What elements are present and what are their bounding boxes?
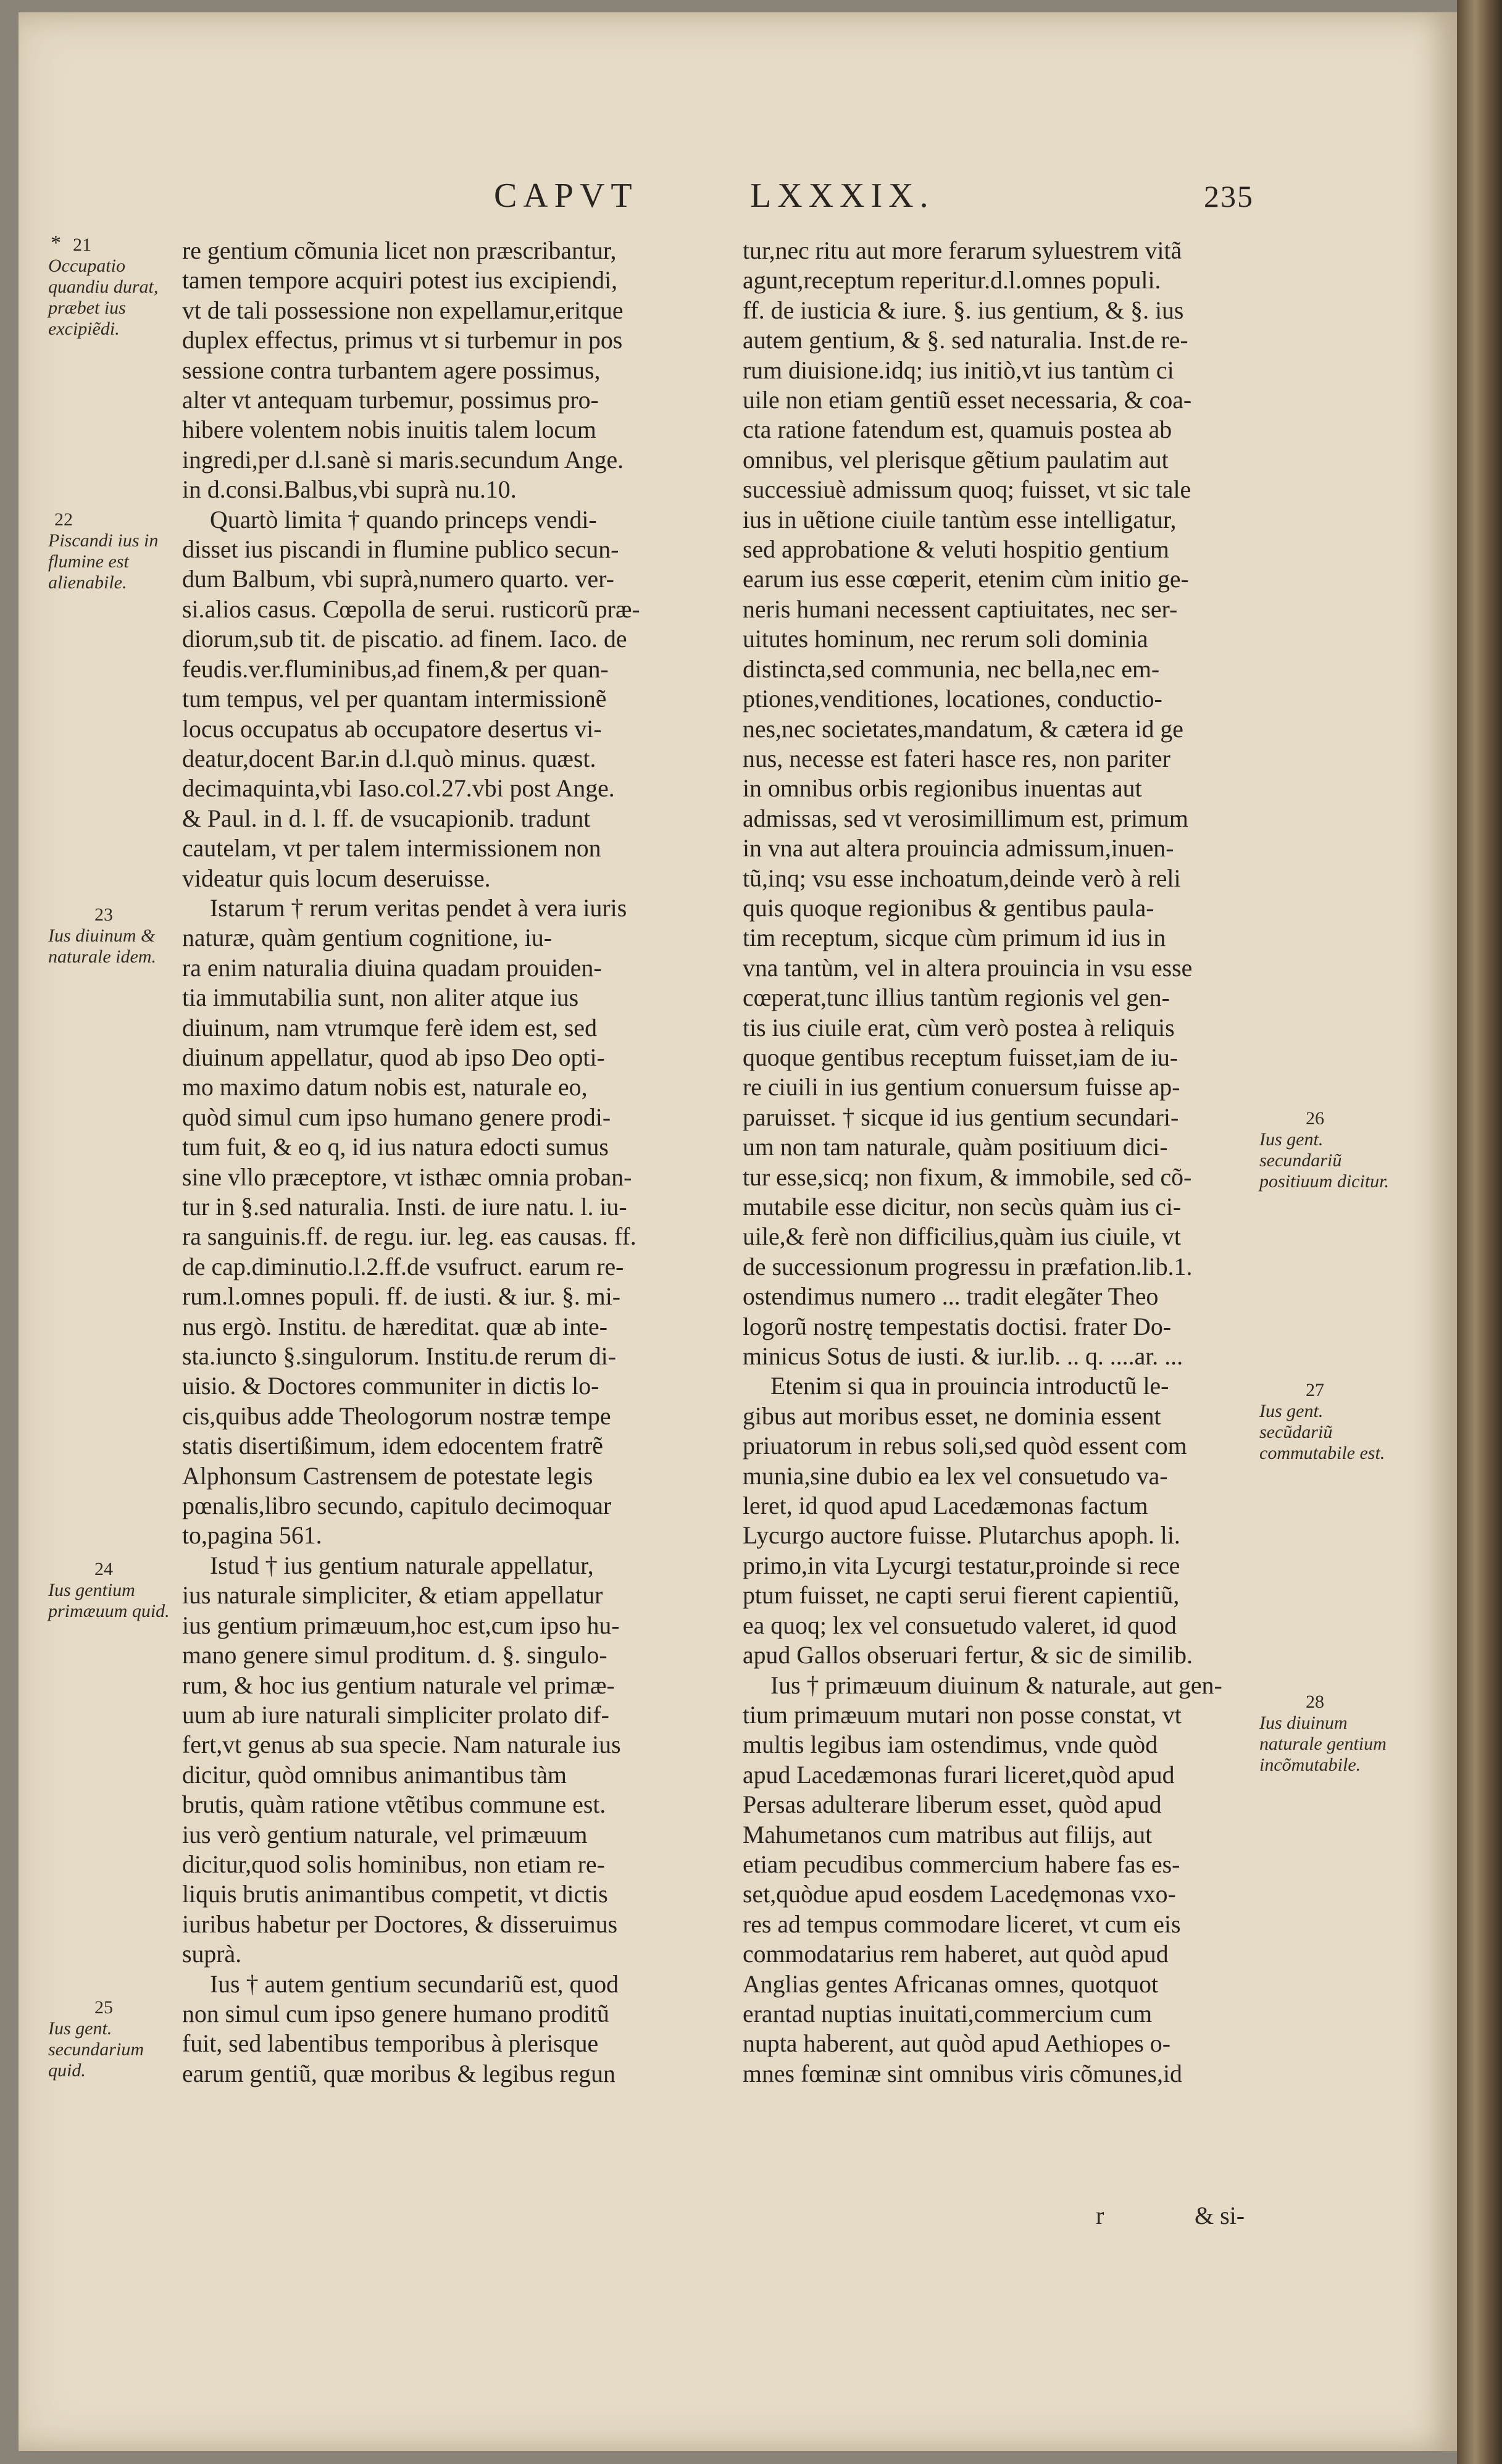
text-line: neris humani necessent captiuitates, nec ser-: [743, 595, 1178, 623]
text-line: sed approbatione & veluti hospitio gentium: [743, 536, 1169, 564]
book-page: [19, 12, 1457, 2451]
text-line: hibere volentem nobis inuitis talem locum: [182, 416, 596, 444]
margin-asterisk: *: [51, 232, 61, 254]
text-line: tur in §.sed naturalia. Insti. de iure natu. l. iu-: [182, 1193, 627, 1221]
text-line: priuatorum in rebus soli,sed quòd essent com: [743, 1432, 1187, 1460]
text-line: logorũ nostrę tempestatis doctisi. frater Do-: [743, 1313, 1172, 1340]
text-line: tium primæuum mutari non posse constat, vt: [743, 1701, 1182, 1729]
text-line: ingredi,per d.l.sanè si maris.secundum Ange.: [182, 446, 624, 474]
text-line: erantad nuptias inuitati,commercium cum: [743, 2000, 1153, 2028]
text-line: diorum,sub tit. de piscatio. ad finem. Iaco. de: [182, 625, 627, 653]
left-note-21: [48, 235, 172, 340]
text-line: in omnibus orbis regionibus inuentas aut: [743, 775, 1142, 803]
text-line: dicitur, quòd omnibus animantibus tàm: [182, 1761, 567, 1789]
note-text: Ius diuinum naturale gentium incõmutabile.: [1259, 1713, 1387, 1775]
text-line: set,quòdue apud eosdem Lacedęmonas vxo-: [743, 1881, 1176, 1908]
text-line: cta ratione fatendum est, quamuis postea ab: [743, 416, 1172, 444]
catchword: & si-: [1195, 2202, 1245, 2229]
text-line: nus, necesse est fateri hasce res, non pariter: [743, 745, 1170, 772]
text-line: videatur quis locum deseruisse.: [182, 864, 491, 892]
text-line: non simul cum ipso genere humano proditũ: [182, 2000, 609, 2028]
text-line: uum ab iure naturali simpliciter prolato dif-: [182, 1701, 609, 1729]
text-line: cœperat,tunc illius tantùm regionis vel gen-: [743, 984, 1170, 1012]
text-line: mano genere simul proditum. d. §. singulo-: [182, 1642, 607, 1669]
text-line: Persas adulterare liberum esset, quòd apud: [743, 1791, 1162, 1819]
text-line: liquis brutis animantibus competit, vt dictis: [182, 1881, 608, 1908]
text-line: in vna aut altera prouincia admissum,inuen-: [743, 835, 1174, 862]
text-line: fert,vt genus ab sua specie. Nam naturale ius: [182, 1731, 621, 1759]
text-line: ius verò gentium naturale, vel primæuum: [182, 1821, 588, 1848]
note-number: 21: [73, 235, 91, 255]
text-line: de cap.diminutio.l.2.ff.de vsufruct. earum re-: [182, 1253, 624, 1280]
note-number: 24: [94, 1559, 113, 1579]
text-line: dum Balbum, vbi suprà,numero quarto. ver-: [182, 566, 614, 593]
text-line: admissas, sed vt verosimillimum est, primum: [743, 804, 1188, 832]
text-line: Mahumetanos cum matribus aut filijs, aut: [743, 1821, 1153, 1848]
text-line: ff. de iusticia & iure. §. ius gentium, & §. ius: [743, 296, 1184, 324]
text-line: ostendimus numero ... tradit elegãter Theo: [743, 1283, 1159, 1311]
text-line: Lycurgo auctore fuisse. Plutarchus apoph. li.: [743, 1522, 1180, 1550]
text-line: diuinum appellatur, quod ab ipso Deo opti-: [182, 1043, 605, 1071]
text-line: paruisset. † sicque id ius gentium secundari-: [743, 1103, 1179, 1131]
text-line: uile,& ferè non difficilius,quàm ius ciuile, vt: [743, 1223, 1181, 1251]
running-header: [19, 176, 1457, 219]
text-line: omnibus, vel plerisque gẽtium paulatim aut: [743, 446, 1169, 474]
text-line: Istarum † rerum veritas pendet à vera iuris: [210, 894, 627, 922]
note-text: Ius gentium primæuum quid.: [48, 1580, 170, 1621]
text-line: uitutes hominum, nec rerum soli dominia: [743, 625, 1148, 653]
text-line: brutis, quàm ratione vtẽtibus commune est.: [182, 1791, 606, 1819]
text-line: dicitur,quod solis hominibus, non etiam re-: [182, 1850, 605, 1878]
text-line: quis quoque regionibus & gentibus paula-: [743, 894, 1154, 922]
text-line: uile non etiam gentiũ esset necessaria, & coa-: [743, 386, 1192, 414]
text-line: fuit, sed labentibus temporibus à plerisque: [182, 2030, 599, 2058]
note-text: Ius gent. secũdariũ commutabile est.: [1259, 1401, 1385, 1463]
text-line: tim receptum, sicque cùm primum id ius in: [743, 924, 1166, 952]
text-line: iuribus habetur per Doctores, & disseruimus: [182, 1910, 618, 1938]
text-line: mutabile esse dicitur, non secùs quàm ius ci-: [743, 1193, 1182, 1221]
book-spine: [1457, 0, 1502, 2464]
text-line: ptum fuisset, ne capti serui fierent capientiũ,: [743, 1582, 1180, 1610]
text-line: naturæ, quàm gentium cognitione, iu-: [182, 924, 553, 952]
text-line: uisio. & Doctores communiter in dictis lo-: [182, 1372, 599, 1400]
left-note-22: [48, 509, 172, 593]
page-number: 235: [1204, 179, 1254, 214]
text-line: re gentium cõmunia licet non præscribantur,: [182, 237, 617, 264]
text-line: vna tantùm, vel in altera prouincia in vsu esse: [743, 954, 1193, 982]
text-line: earum gentiũ, quæ moribus & legibus regun: [182, 2060, 615, 2087]
text-line: decimaquinta,vbi Iaso.col.27.vbi post Ange.: [182, 775, 615, 803]
text-line: ea quoq; lex vel consuetudo valeret, id quod: [743, 1611, 1177, 1639]
note-text: Piscandi ius in flumine est alienabile.: [48, 530, 159, 593]
note-number: 25: [94, 1997, 113, 2018]
note-text: Ius gent. secundariũ positiuum dicitur.: [1259, 1129, 1390, 1192]
text-line: rum.l.omnes populi. ff. de iusti. & iur. §. mi-: [182, 1283, 621, 1311]
note-number: 22: [54, 509, 73, 530]
text-line: cis,quibus adde Theologorum nostræ tempe: [182, 1402, 611, 1430]
text-line: munia,sine dubio ea lex vel consuetudo va-: [743, 1462, 1168, 1490]
text-line: um non tam naturale, quàm positiuum dici-: [743, 1134, 1168, 1161]
text-line: etiam pecudibus commercium habere fas es-: [743, 1850, 1180, 1878]
note-number: 26: [1306, 1108, 1324, 1129]
text-line: deatur,docent Bar.in d.l.quò minus. quæst.: [182, 745, 596, 772]
text-line: minicus Sotus de iusti. & iur.lib. .. q. ....ar. ...: [743, 1343, 1183, 1371]
text-line: diuinum, nam vtrumque ferè idem est, sed: [182, 1014, 597, 1042]
text-line: tis ius ciuile erat, cùm verò postea à reliquis: [743, 1014, 1175, 1042]
right-note-26: [1259, 1108, 1389, 1192]
text-line: leret, id quod apud Lacedæmonas factum: [743, 1492, 1148, 1520]
text-line: tur esse,sicq; non fixum, & immobile, sed cõ-: [743, 1163, 1192, 1191]
text-line: agunt,receptum reperitur.d.l.omnes populi.: [743, 267, 1161, 294]
text-line: alter vt antequam turbemur, possimus pro-: [182, 386, 599, 414]
text-line: rum diuisione.idq; ius initiò,vt ius tantùm ci: [743, 356, 1174, 384]
text-line: apud Lacedæmonas furari liceret,quòd apud: [743, 1761, 1175, 1789]
text-line: autem gentium, & §. sed naturalia. Inst.de re-: [743, 327, 1188, 354]
text-line: to,pagina 561.: [182, 1522, 322, 1550]
text-line: disset ius piscandi in flumine publico secun-: [182, 536, 619, 564]
text-line: ius gentium primæuum,hoc est,cum ipso hu-: [182, 1611, 620, 1639]
text-line: ptiones,venditiones, locationes, conductio-: [743, 685, 1162, 713]
text-line: ius in uẽtione ciuile tantùm esse intelligatur,: [743, 506, 1177, 533]
note-text: Occupatio quandiu durat, præbet ius excipiẽdi.: [48, 256, 159, 339]
text-line: statis disertißimum, idem edocentem fratrẽ: [182, 1432, 603, 1460]
text-line: sine vllo præceptore, vt isthæc omnia proban-: [182, 1163, 632, 1191]
text-line: tia immutabilia sunt, non aliter atque ius: [182, 984, 579, 1012]
text-line: ra sanguinis.ff. de regu. iur. leg. eas causas. ff.: [182, 1223, 636, 1251]
text-line: Anglias gentes Africanas omnes, quotquot: [743, 1970, 1159, 1998]
text-line: in d.consi.Balbus,vbi suprà nu.10.: [182, 476, 517, 504]
text-line: primo,in vita Lycurgi testatur,proinde si rece: [743, 1551, 1180, 1579]
left-note-24: [48, 1559, 172, 1622]
text-line: Istud † ius gentium naturale appellatur,: [210, 1551, 594, 1579]
text-line: vt de tali possessione non expellamur,eritque: [182, 296, 624, 324]
text-line: re ciuili in ius gentium conuersum fuisse ap-: [743, 1074, 1180, 1101]
text-line: Ius † primæuum diuinum & naturale, aut gen-: [770, 1671, 1222, 1699]
note-text: Ius gent. secundarium quid.: [48, 2018, 144, 2081]
text-line: Ius † autem gentium secundariũ est, quod: [210, 1970, 619, 1998]
text-line: mo maximo datum nobis est, naturale eo,: [182, 1074, 588, 1101]
text-line: rum, & hoc ius gentium naturale vel primæ-: [182, 1671, 615, 1699]
left-note-25: [48, 1997, 172, 2081]
left-text-column: [182, 236, 701, 2089]
text-line: si.alios casus. Cœpolla de serui. rusticorũ præ-: [182, 595, 640, 623]
note-number: 27: [1306, 1380, 1324, 1400]
text-line: commodatarius rem haberet, aut quòd apud: [743, 1940, 1169, 1968]
text-line: nes,nec societates,mandatum, & cætera id ge: [743, 715, 1183, 743]
text-line: & Paul. in d. l. ff. de vsucapionib. tradunt: [182, 804, 591, 832]
text-line: pœnalis,libro secundo, capitulo decimoquar: [182, 1492, 612, 1520]
header-chapter-number: LXXXIX.: [750, 177, 935, 215]
text-line: quoque gentibus receptum fuisset,iam de iu-: [743, 1043, 1179, 1071]
note-number: 23: [94, 904, 113, 925]
header-caput: CAPVT: [494, 177, 638, 215]
text-line: tur,nec ritu aut more ferarum syluestrem vitã: [743, 237, 1182, 264]
text-line: res ad tempus commodare liceret, vt cum eis: [743, 1910, 1181, 1938]
note-text: Ius diuinum & naturale idem.: [48, 925, 156, 967]
text-line: quòd simul cum ipso humano genere prodi-: [182, 1103, 611, 1131]
text-line: gibus aut moribus esset, ne dominia essent: [743, 1402, 1161, 1430]
text-line: nus ergò. Institu. de hæreditat. quæ ab inte-: [182, 1313, 607, 1340]
right-note-28: [1259, 1692, 1389, 1776]
text-line: de successionum progressu in præfation.lib.1.: [743, 1253, 1193, 1280]
text-line: locus occupatus ab occupatore desertus vi-: [182, 715, 602, 743]
text-line: Quartò limita † quando princeps vendi-: [210, 506, 597, 533]
right-text-column: [743, 236, 1267, 2089]
right-note-27: [1259, 1380, 1389, 1464]
text-line: Etenim si qua in prouincia introductũ le-: [770, 1372, 1169, 1400]
text-line: sessione contra turbantem agere possimus,: [182, 356, 601, 384]
text-line: ra enim naturalia diuina quadam prouiden-: [182, 954, 602, 982]
text-line: apud Gallos obseruari fertur, & sic de similib.: [743, 1642, 1193, 1669]
text-line: suprà.: [182, 1940, 242, 1968]
text-line: Alphonsum Castrensem de potestate legis: [182, 1462, 593, 1490]
left-note-23: [48, 904, 172, 967]
text-line: multis legibus iam ostendimus, vnde quòd: [743, 1731, 1158, 1759]
text-line: tamen tempore acquiri potest ius excipiendi,: [182, 267, 618, 294]
text-line: nupta haberent, aut quòd apud Aethiopes o-: [743, 2030, 1170, 2058]
text-line: earum ius esse cœperit, etenim cùm initio ge-: [743, 566, 1189, 593]
text-line: tũ,inq; vsu esse inchoatum,deinde verò à reli: [743, 864, 1181, 892]
text-line: tum fuit, & eo q, id ius natura edocti sumus: [182, 1134, 609, 1161]
text-line: distincta,sed communia, nec bella,nec em-: [743, 655, 1160, 683]
text-line: duplex effectus, primus vt si turbemur in pos: [182, 327, 623, 354]
note-number: 28: [1306, 1692, 1324, 1712]
signature-mark: r: [1096, 2202, 1104, 2229]
text-line: ius naturale simpliciter, & etiam appellatur: [182, 1582, 603, 1610]
text-line: tum tempus, vel per quantam intermissionẽ: [182, 685, 607, 713]
text-line: cautelam, vt per talem intermissionem non: [182, 835, 601, 862]
text-line: successiuè admissum quoq; fuisset, vt sic tale: [743, 476, 1191, 504]
text-line: mnes fœminæ sint omnibus viris cõmunes,id: [743, 2060, 1182, 2087]
text-line: feudis.ver.fluminibus,ad finem,& per quan-: [182, 655, 609, 683]
text-line: sta.iuncto §.singulorum. Institu.de rerum di-: [182, 1343, 616, 1371]
